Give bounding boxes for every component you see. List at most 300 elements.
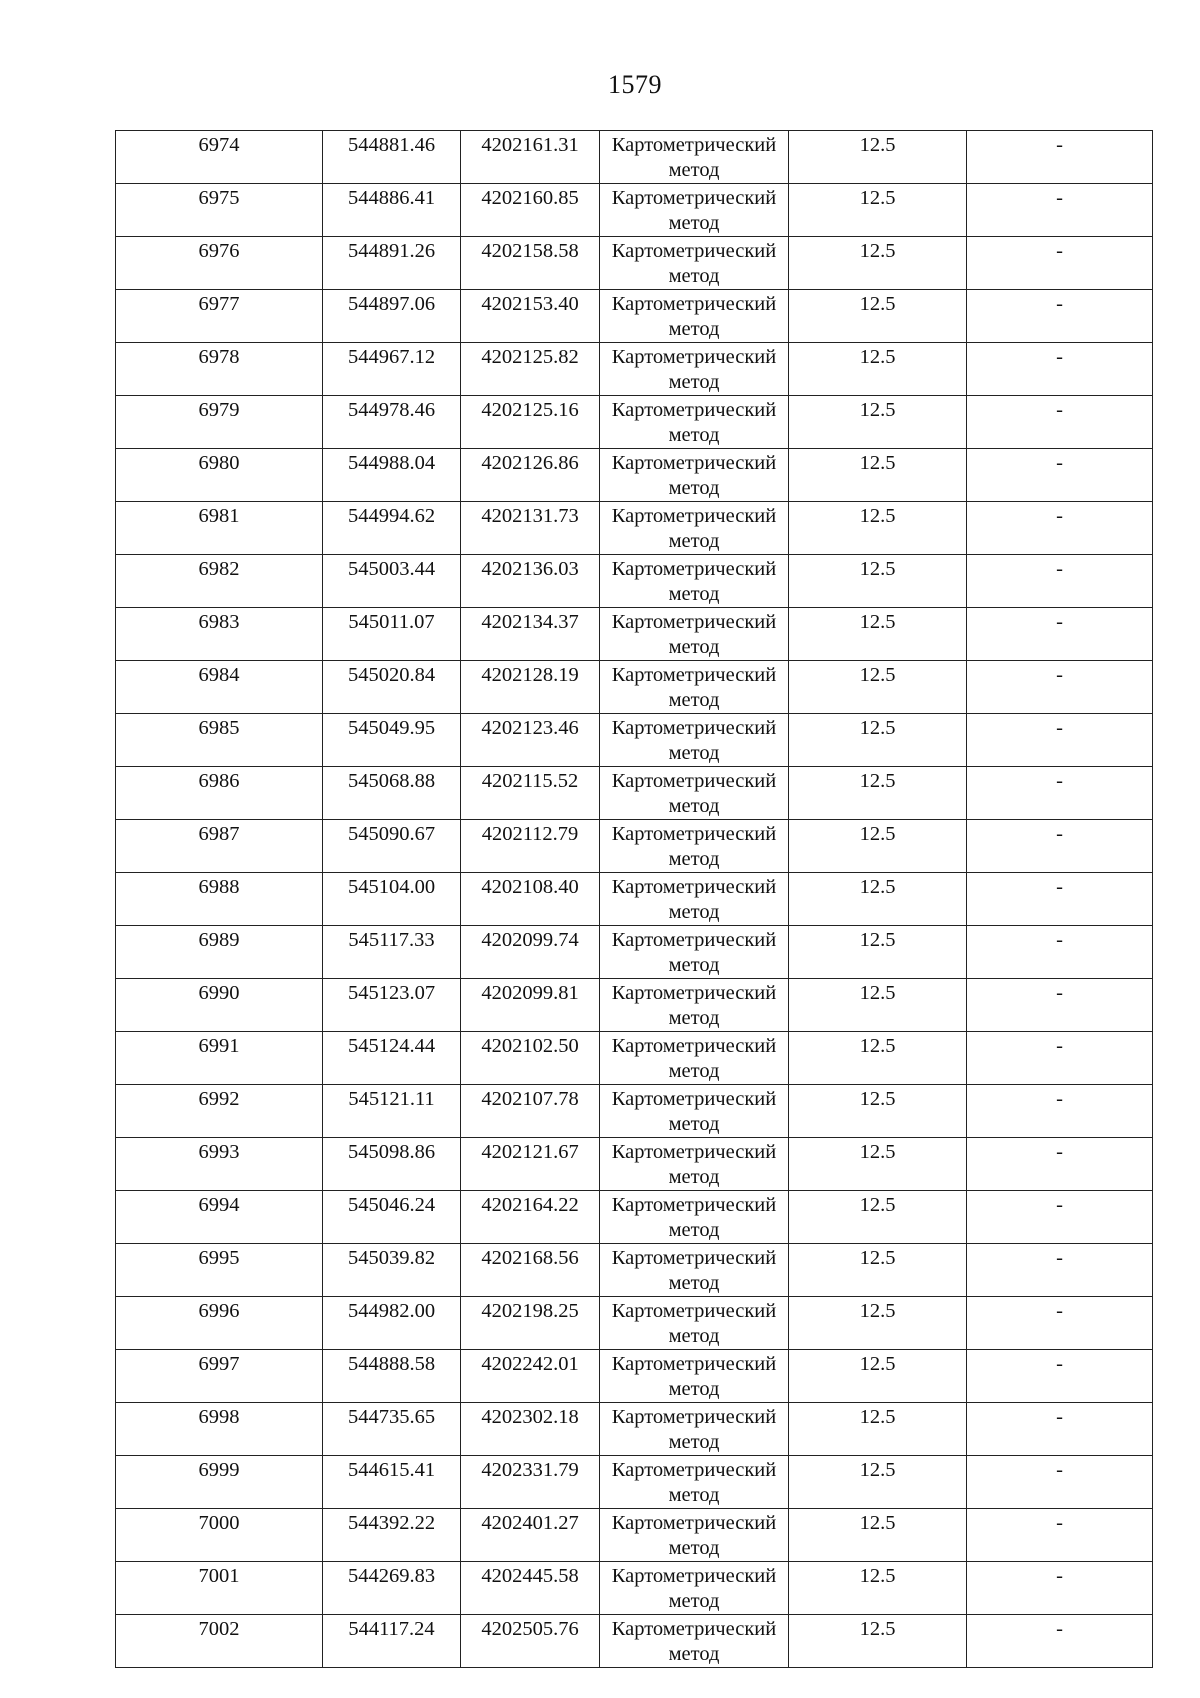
y-coordinate-text: 4202102.50 xyxy=(481,1035,579,1057)
method-line-2: метод xyxy=(668,159,720,181)
x-coordinate-text: 545020.84 xyxy=(347,664,436,686)
method-line-2: метод xyxy=(668,954,720,976)
y-coordinate-text: 4202302.18 xyxy=(481,1406,579,1428)
point-number-cell xyxy=(116,608,323,661)
y-coordinate-cell xyxy=(461,1509,600,1562)
y-coordinate-text: 4202445.58 xyxy=(481,1565,579,1587)
accuracy-cell xyxy=(789,502,967,555)
accuracy-cell xyxy=(789,979,967,1032)
x-coordinate-text: 545068.88 xyxy=(347,770,436,792)
point-number-text: 6978 xyxy=(198,346,240,368)
x-coordinate-cell xyxy=(323,1297,461,1350)
point-number-text: 6996 xyxy=(198,1300,240,1322)
method-line-2: метод xyxy=(668,1219,720,1241)
accuracy-text: 12.5 xyxy=(859,452,896,474)
note-cell xyxy=(967,396,1153,449)
note-text: - xyxy=(1056,134,1063,156)
x-coordinate-cell xyxy=(323,608,461,661)
accuracy-cell xyxy=(789,767,967,820)
note-text: - xyxy=(1056,452,1063,474)
x-coordinate-cell xyxy=(323,714,461,767)
point-number-cell xyxy=(116,1456,323,1509)
point-number-text: 6983 xyxy=(198,611,240,633)
note-cell xyxy=(967,820,1153,873)
x-coordinate-cell xyxy=(323,237,461,290)
y-coordinate-cell xyxy=(461,1191,600,1244)
note-text: - xyxy=(1056,240,1063,262)
y-coordinate-cell xyxy=(461,1244,600,1297)
x-coordinate-cell xyxy=(323,1615,461,1668)
point-number-cell xyxy=(116,1085,323,1138)
point-number-text: 6976 xyxy=(198,240,240,262)
x-coordinate-cell xyxy=(323,1138,461,1191)
method-cell xyxy=(600,449,789,502)
note-cell xyxy=(967,714,1153,767)
x-coordinate-cell xyxy=(323,1562,461,1615)
note-text: - xyxy=(1056,1565,1063,1587)
table-row xyxy=(116,767,1153,820)
x-coordinate-cell xyxy=(323,449,461,502)
x-coordinate-text: 545090.67 xyxy=(347,823,436,845)
accuracy-text: 12.5 xyxy=(859,399,896,421)
method-line-1: Картометрический xyxy=(611,1353,777,1375)
table-row xyxy=(116,131,1153,184)
method-line-1: Картометрический xyxy=(611,293,777,315)
y-coordinate-text: 4202107.78 xyxy=(481,1088,579,1110)
x-coordinate-cell xyxy=(323,1244,461,1297)
y-coordinate-text: 4202161.31 xyxy=(481,134,579,156)
point-number-cell xyxy=(116,661,323,714)
method-line-2: метод xyxy=(668,1166,720,1188)
y-coordinate-cell xyxy=(461,237,600,290)
accuracy-cell xyxy=(789,608,967,661)
point-number-text: 6999 xyxy=(198,1459,240,1481)
note-text: - xyxy=(1056,346,1063,368)
y-coordinate-cell xyxy=(461,1032,600,1085)
accuracy-text: 12.5 xyxy=(859,823,896,845)
y-coordinate-cell xyxy=(461,767,600,820)
y-coordinate-text: 4202160.85 xyxy=(481,187,579,209)
x-coordinate-text: 544735.65 xyxy=(347,1406,436,1428)
x-coordinate-cell xyxy=(323,1085,461,1138)
note-text: - xyxy=(1056,717,1063,739)
method-line-1: Картометрический xyxy=(611,876,777,898)
point-number-cell xyxy=(116,767,323,820)
method-cell xyxy=(600,1244,789,1297)
note-cell xyxy=(967,1297,1153,1350)
accuracy-cell xyxy=(789,131,967,184)
accuracy-cell xyxy=(789,1350,967,1403)
accuracy-cell xyxy=(789,396,967,449)
x-coordinate-cell xyxy=(323,290,461,343)
x-coordinate-text: 544888.58 xyxy=(347,1353,436,1375)
method-line-1: Картометрический xyxy=(611,187,777,209)
y-coordinate-cell xyxy=(461,1615,600,1668)
accuracy-cell xyxy=(789,1138,967,1191)
accuracy-cell xyxy=(789,555,967,608)
accuracy-text: 12.5 xyxy=(859,1035,896,1057)
accuracy-cell xyxy=(789,1032,967,1085)
accuracy-text: 12.5 xyxy=(859,187,896,209)
y-coordinate-text: 4202242.01 xyxy=(481,1353,579,1375)
accuracy-text: 12.5 xyxy=(859,611,896,633)
note-text: - xyxy=(1056,1512,1063,1534)
method-line-1: Картометрический xyxy=(611,1512,777,1534)
note-cell xyxy=(967,449,1153,502)
method-line-2: метод xyxy=(668,1431,720,1453)
method-cell xyxy=(600,820,789,873)
note-cell xyxy=(967,767,1153,820)
x-coordinate-text: 545098.86 xyxy=(347,1141,436,1163)
method-cell xyxy=(600,1509,789,1562)
accuracy-cell xyxy=(789,1509,967,1562)
method-line-1: Картометрический xyxy=(611,1459,777,1481)
accuracy-text: 12.5 xyxy=(859,134,896,156)
table-row xyxy=(116,714,1153,767)
note-text: - xyxy=(1056,1088,1063,1110)
accuracy-cell xyxy=(789,1456,967,1509)
accuracy-text: 12.5 xyxy=(859,664,896,686)
x-coordinate-text: 545046.24 xyxy=(347,1194,436,1216)
x-coordinate-text: 544392.22 xyxy=(347,1512,436,1534)
y-coordinate-text: 4202331.79 xyxy=(481,1459,579,1481)
note-cell xyxy=(967,1244,1153,1297)
x-coordinate-cell xyxy=(323,820,461,873)
point-number-cell xyxy=(116,449,323,502)
accuracy-text: 12.5 xyxy=(859,293,896,315)
point-number-text: 6997 xyxy=(198,1353,240,1375)
accuracy-text: 12.5 xyxy=(859,770,896,792)
note-text: - xyxy=(1056,982,1063,1004)
method-line-1: Картометрический xyxy=(611,770,777,792)
point-number-cell xyxy=(116,1615,323,1668)
y-coordinate-cell xyxy=(461,1350,600,1403)
x-coordinate-cell xyxy=(323,184,461,237)
y-coordinate-cell xyxy=(461,555,600,608)
method-line-2: метод xyxy=(668,212,720,234)
method-cell xyxy=(600,608,789,661)
y-coordinate-cell xyxy=(461,1138,600,1191)
method-cell xyxy=(600,926,789,979)
point-number-cell xyxy=(116,1350,323,1403)
method-line-1: Картометрический xyxy=(611,1194,777,1216)
y-coordinate-cell xyxy=(461,926,600,979)
point-number-text: 6998 xyxy=(198,1406,240,1428)
method-cell xyxy=(600,1085,789,1138)
accuracy-text: 12.5 xyxy=(859,505,896,527)
point-number-cell xyxy=(116,555,323,608)
note-text: - xyxy=(1056,187,1063,209)
method-line-1: Картометрический xyxy=(611,1088,777,1110)
y-coordinate-text: 4202125.16 xyxy=(481,399,579,421)
accuracy-text: 12.5 xyxy=(859,929,896,951)
y-coordinate-cell xyxy=(461,184,600,237)
x-coordinate-cell xyxy=(323,1403,461,1456)
point-number-text: 6991 xyxy=(198,1035,240,1057)
point-number-text: 6981 xyxy=(198,505,240,527)
x-coordinate-text: 544978.46 xyxy=(347,399,436,421)
accuracy-cell xyxy=(789,290,967,343)
point-number-text: 7001 xyxy=(198,1565,240,1587)
method-line-1: Картометрический xyxy=(611,929,777,951)
y-coordinate-text: 4202125.82 xyxy=(481,346,579,368)
y-coordinate-text: 4202121.67 xyxy=(481,1141,579,1163)
method-line-2: метод xyxy=(668,1537,720,1559)
method-line-1: Картометрический xyxy=(611,134,777,156)
x-coordinate-text: 544269.83 xyxy=(347,1565,436,1587)
method-cell xyxy=(600,502,789,555)
method-cell xyxy=(600,873,789,926)
y-coordinate-text: 4202505.76 xyxy=(481,1618,579,1640)
note-text: - xyxy=(1056,876,1063,898)
point-number-cell xyxy=(116,184,323,237)
method-line-1: Картометрический xyxy=(611,240,777,262)
x-coordinate-text: 544891.26 xyxy=(347,240,436,262)
method-line-1: Картометрический xyxy=(611,1300,777,1322)
method-line-1: Картометрический xyxy=(611,1247,777,1269)
note-text: - xyxy=(1056,664,1063,686)
method-cell xyxy=(600,555,789,608)
method-line-2: метод xyxy=(668,265,720,287)
table-row xyxy=(116,1085,1153,1138)
accuracy-cell xyxy=(789,1297,967,1350)
y-coordinate-text: 4202099.81 xyxy=(481,982,579,1004)
method-line-2: метод xyxy=(668,424,720,446)
method-line-1: Картометрический xyxy=(611,505,777,527)
method-line-2: метод xyxy=(668,1378,720,1400)
y-coordinate-cell xyxy=(461,1456,600,1509)
point-number-text: 6988 xyxy=(198,876,240,898)
note-text: - xyxy=(1056,1459,1063,1481)
accuracy-cell xyxy=(789,873,967,926)
point-number-text: 6995 xyxy=(198,1247,240,1269)
accuracy-cell xyxy=(789,714,967,767)
method-line-2: метод xyxy=(668,636,720,658)
point-number-cell xyxy=(116,1191,323,1244)
table-row xyxy=(116,555,1153,608)
x-coordinate-text: 545039.82 xyxy=(347,1247,436,1269)
y-coordinate-text: 4202134.37 xyxy=(481,611,579,633)
table-row xyxy=(116,1350,1153,1403)
y-coordinate-text: 4202128.19 xyxy=(481,664,579,686)
method-cell xyxy=(600,237,789,290)
y-coordinate-text: 4202158.58 xyxy=(481,240,579,262)
y-coordinate-cell xyxy=(461,449,600,502)
accuracy-text: 12.5 xyxy=(859,1459,896,1481)
note-text: - xyxy=(1056,558,1063,580)
y-coordinate-text: 4202153.40 xyxy=(481,293,579,315)
note-cell xyxy=(967,1138,1153,1191)
note-text: - xyxy=(1056,1618,1063,1640)
method-cell xyxy=(600,979,789,1032)
accuracy-text: 12.5 xyxy=(859,1300,896,1322)
note-cell xyxy=(967,555,1153,608)
accuracy-cell xyxy=(789,1615,967,1668)
y-coordinate-text: 4202123.46 xyxy=(481,717,579,739)
point-number-cell xyxy=(116,1297,323,1350)
method-line-1: Картометрический xyxy=(611,1618,777,1640)
method-line-2: метод xyxy=(668,1007,720,1029)
note-cell xyxy=(967,926,1153,979)
table-row xyxy=(116,873,1153,926)
x-coordinate-cell xyxy=(323,1456,461,1509)
table-row xyxy=(116,1032,1153,1085)
note-text: - xyxy=(1056,1406,1063,1428)
y-coordinate-text: 4202115.52 xyxy=(481,770,579,792)
table-row xyxy=(116,1509,1153,1562)
accuracy-text: 12.5 xyxy=(859,1565,896,1587)
point-number-text: 6990 xyxy=(198,982,240,1004)
method-cell xyxy=(600,1138,789,1191)
table-row xyxy=(116,1138,1153,1191)
note-text: - xyxy=(1056,611,1063,633)
method-line-1: Картометрический xyxy=(611,1141,777,1163)
y-coordinate-cell xyxy=(461,290,600,343)
x-coordinate-text: 545011.07 xyxy=(348,611,435,633)
table-row xyxy=(116,343,1153,396)
note-text: - xyxy=(1056,823,1063,845)
method-cell xyxy=(600,343,789,396)
method-cell xyxy=(600,1403,789,1456)
x-coordinate-cell xyxy=(323,1509,461,1562)
table-row xyxy=(116,926,1153,979)
table-row xyxy=(116,1403,1153,1456)
method-line-1: Картометрический xyxy=(611,1035,777,1057)
point-number-cell xyxy=(116,714,323,767)
x-coordinate-text: 544886.41 xyxy=(347,187,436,209)
accuracy-text: 12.5 xyxy=(859,717,896,739)
point-number-cell xyxy=(116,1403,323,1456)
page-number: 1579 xyxy=(608,70,662,99)
y-coordinate-text: 4202126.86 xyxy=(481,452,579,474)
table-body xyxy=(116,131,1153,1668)
note-cell xyxy=(967,608,1153,661)
point-number-cell xyxy=(116,1509,323,1562)
method-line-1: Картометрический xyxy=(611,717,777,739)
x-coordinate-cell xyxy=(323,926,461,979)
x-coordinate-cell xyxy=(323,555,461,608)
point-number-text: 6989 xyxy=(198,929,240,951)
table-row xyxy=(116,979,1153,1032)
accuracy-cell xyxy=(789,237,967,290)
x-coordinate-text: 544967.12 xyxy=(347,346,436,368)
point-number-cell xyxy=(116,1244,323,1297)
point-number-cell xyxy=(116,290,323,343)
point-number-text: 6993 xyxy=(198,1141,240,1163)
table-row xyxy=(116,1562,1153,1615)
note-text: - xyxy=(1056,1300,1063,1322)
method-line-2: метод xyxy=(668,689,720,711)
method-line-1: Картометрический xyxy=(611,982,777,1004)
point-number-text: 6992 xyxy=(198,1088,240,1110)
method-cell xyxy=(600,290,789,343)
table-row xyxy=(116,608,1153,661)
x-coordinate-text: 544881.46 xyxy=(347,134,436,156)
method-line-2: метод xyxy=(668,901,720,923)
method-line-1: Картометрический xyxy=(611,611,777,633)
point-number-cell xyxy=(116,926,323,979)
method-line-1: Картометрический xyxy=(611,399,777,421)
note-text: - xyxy=(1056,1035,1063,1057)
note-text: - xyxy=(1056,399,1063,421)
y-coordinate-cell xyxy=(461,396,600,449)
method-line-2: метод xyxy=(668,848,720,870)
y-coordinate-text: 4202108.40 xyxy=(481,876,579,898)
accuracy-text: 12.5 xyxy=(859,1141,896,1163)
point-number-text: 6979 xyxy=(198,399,240,421)
point-number-text: 6982 xyxy=(198,558,240,580)
note-cell xyxy=(967,290,1153,343)
y-coordinate-text: 4202198.25 xyxy=(481,1300,579,1322)
point-number-cell xyxy=(116,1562,323,1615)
point-number-text: 6987 xyxy=(198,823,240,845)
method-cell xyxy=(600,396,789,449)
note-text: - xyxy=(1056,1247,1063,1269)
method-line-1: Картометрический xyxy=(611,1565,777,1587)
y-coordinate-cell xyxy=(461,608,600,661)
y-coordinate-cell xyxy=(461,1562,600,1615)
y-coordinate-text: 4202136.03 xyxy=(481,558,579,580)
accuracy-text: 12.5 xyxy=(859,982,896,1004)
note-cell xyxy=(967,661,1153,714)
method-line-2: метод xyxy=(668,477,720,499)
point-number-cell xyxy=(116,1138,323,1191)
x-coordinate-text: 544615.41 xyxy=(347,1459,436,1481)
x-coordinate-text: 544897.06 xyxy=(347,293,436,315)
y-coordinate-cell xyxy=(461,1403,600,1456)
point-number-text: 6984 xyxy=(198,664,240,686)
point-number-text: 6986 xyxy=(198,770,240,792)
method-cell xyxy=(600,1615,789,1668)
note-cell xyxy=(967,1350,1153,1403)
accuracy-text: 12.5 xyxy=(859,1194,896,1216)
y-coordinate-cell xyxy=(461,979,600,1032)
point-number-text: 6975 xyxy=(198,187,240,209)
x-coordinate-cell xyxy=(323,1032,461,1085)
y-coordinate-cell xyxy=(461,1085,600,1138)
y-coordinate-text: 4202401.27 xyxy=(481,1512,579,1534)
table-row xyxy=(116,502,1153,555)
note-cell xyxy=(967,1509,1153,1562)
method-line-1: Картометрический xyxy=(611,558,777,580)
point-number-cell xyxy=(116,1032,323,1085)
accuracy-text: 12.5 xyxy=(859,876,896,898)
y-coordinate-cell xyxy=(461,1297,600,1350)
method-cell xyxy=(600,184,789,237)
method-line-2: метод xyxy=(668,1590,720,1612)
method-cell xyxy=(600,661,789,714)
accuracy-cell xyxy=(789,1403,967,1456)
note-cell xyxy=(967,1085,1153,1138)
method-cell xyxy=(600,131,789,184)
accuracy-text: 12.5 xyxy=(859,1618,896,1640)
method-line-1: Картометрический xyxy=(611,664,777,686)
x-coordinate-cell xyxy=(323,873,461,926)
accuracy-cell xyxy=(789,661,967,714)
x-coordinate-text: 544994.62 xyxy=(347,505,436,527)
accuracy-text: 12.5 xyxy=(859,1512,896,1534)
method-cell xyxy=(600,1562,789,1615)
x-coordinate-cell xyxy=(323,1191,461,1244)
y-coordinate-text: 4202099.74 xyxy=(481,929,579,951)
point-number-text: 7000 xyxy=(198,1512,240,1534)
point-number-text: 6985 xyxy=(198,717,240,739)
x-coordinate-cell xyxy=(323,343,461,396)
table-row xyxy=(116,237,1153,290)
point-number-cell xyxy=(116,502,323,555)
accuracy-cell xyxy=(789,1085,967,1138)
note-cell xyxy=(967,502,1153,555)
